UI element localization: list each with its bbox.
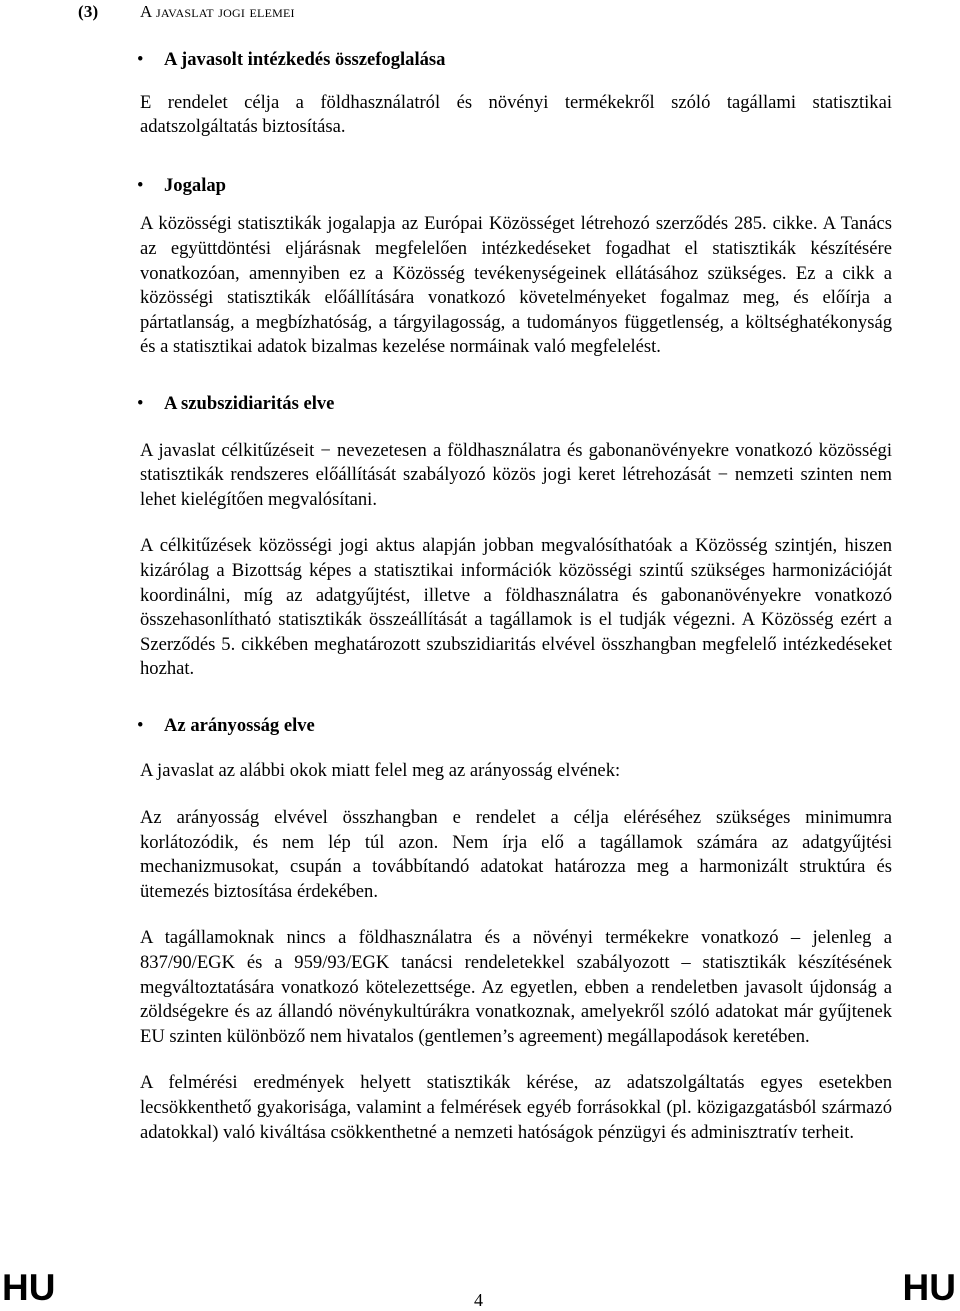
bullet-icon: • — [137, 174, 144, 196]
body-content — [137, 46, 892, 1145]
paragraph: A tagállamoknak nincs a földhasználatra és a növényi termékekre vonatkozó – jelenleg a 837/90/EGK és a 959/93/EGK tanácsi rendeletekkel szabályozott – statisztikák készítésének megváltoztatására vonatkozó kötelezettsége. Az egyetlen, ebben a rendeletben javasolt újdonság a zöldségekre és az állandó növénykultúrákra vonatkoznak, amelyekről szóló adatokat már gyűjtenek EU szinten különböző nem hivatalos (gentlemen’s agreement) megállapodások keretében. — [140, 927, 892, 1047]
section-number: (3) — [78, 2, 99, 21]
heading-text: A javasolt intézkedés összefoglalása — [164, 49, 446, 70]
footer-language-left: HU — [2, 1267, 56, 1308]
bullet-icon: • — [137, 714, 144, 736]
page-number: 4 — [474, 1290, 483, 1310]
bullet-heading-proportionality — [137, 714, 892, 739]
paragraph: A közösségi statisztikák jogalapja az Európai Közösséget létrehozó szerződés 285. cikke. A Tanács az együttdöntési eljárásnak megfelelően intézkedéseket fogadhat el statisztikák készítésére vonatkozóan, amennyiben ez a Közösség tevékenységeinek ellátásához szükséges. Ez a cikk a közösségi statisztikák előállítására vonatkozó követelményeket fogalmaz meg, és előírja a pártatlanság, a megbízhatóság, a tárgyilagosság, a tudományos függetlenség, a költséghatékonyság és a statisztikai adatok bizalmas kezelése normáinak való megfelelést. — [140, 213, 892, 358]
paragraph: Az arányosság elvével összhangban e rendelet a célja eléréséhez szükséges minimumra korlátozódik, és nem lép túl azon. Nem írja elő a tagállamok számára az adatgyűjtési mechanizmusokat, csupán a továbbítandó adatokat határozza meg a harmonizált struktúra és ütemezés biztosítása érdekében. — [140, 807, 892, 902]
heading-text: A szubszidiaritás elve — [164, 392, 335, 414]
section-heading — [78, 2, 295, 22]
footer-language-right: HU — [902, 1267, 956, 1308]
heading-text: Jogalap — [164, 174, 226, 196]
section-title: A javaslat jogi elemei — [140, 2, 295, 21]
heading-text: Az arányosság elve — [164, 714, 315, 736]
bullet-heading-summary — [137, 48, 892, 73]
paragraph: E rendelet célja a földhasználatról és növényi termékekről szóló tagállami statisztikai adatszolgáltatás biztosítása. — [140, 91, 892, 138]
paragraph: A javaslat az alábbi okok miatt felel meg az arányosság elvének: — [140, 760, 621, 782]
bullet-heading-legal-basis — [137, 174, 892, 199]
paragraph: A javaslat célkitűzéseit − nevezetesen a földhasználatra és gabonanövényekre vonatkozó közösségi statisztikák rendszeres előállítását szabályozó közös jogi keret létrehozását − nemzeti szinten nem lehet kielégítően megvalósítani. — [140, 439, 892, 510]
paragraph: A felmérési eredmények helyett statisztikák kérése, az adatszolgáltatás egyes esetekben lecsökkenthető gyakorisága, valamint a felmérések egyéb forrásokkal (pl. közigazgatásból származó adatokkal) való kiváltása csökkenthetné a nemzeti hatóságok pénzügyi és adminisztratív terheit. — [140, 1072, 892, 1143]
bullet-icon: • — [137, 49, 144, 70]
bullet-icon: • — [137, 392, 144, 414]
bullet-heading-subsidiarity — [137, 392, 892, 417]
paragraph: A célkitűzések közösségi jogi aktus alapján jobban megvalósíthatóak a Közösség szintjén, hiszen kizárólag a Bizottság képes a statisztikai információk közösségi szintű szükséges harmonizációját koordinálni, míg az adatgyűjtést, illetve a földhasználatra és gabonanövényekre vonatkozó összehasonlítható statisztikák összeállítását a tagállamok is el tudják végezni. A Közösség ezért a Szerződés 5. cikkében meghatározott szubszidiaritás elvével összhangban megfelelő intézkedéseket hozhat. — [140, 535, 892, 680]
